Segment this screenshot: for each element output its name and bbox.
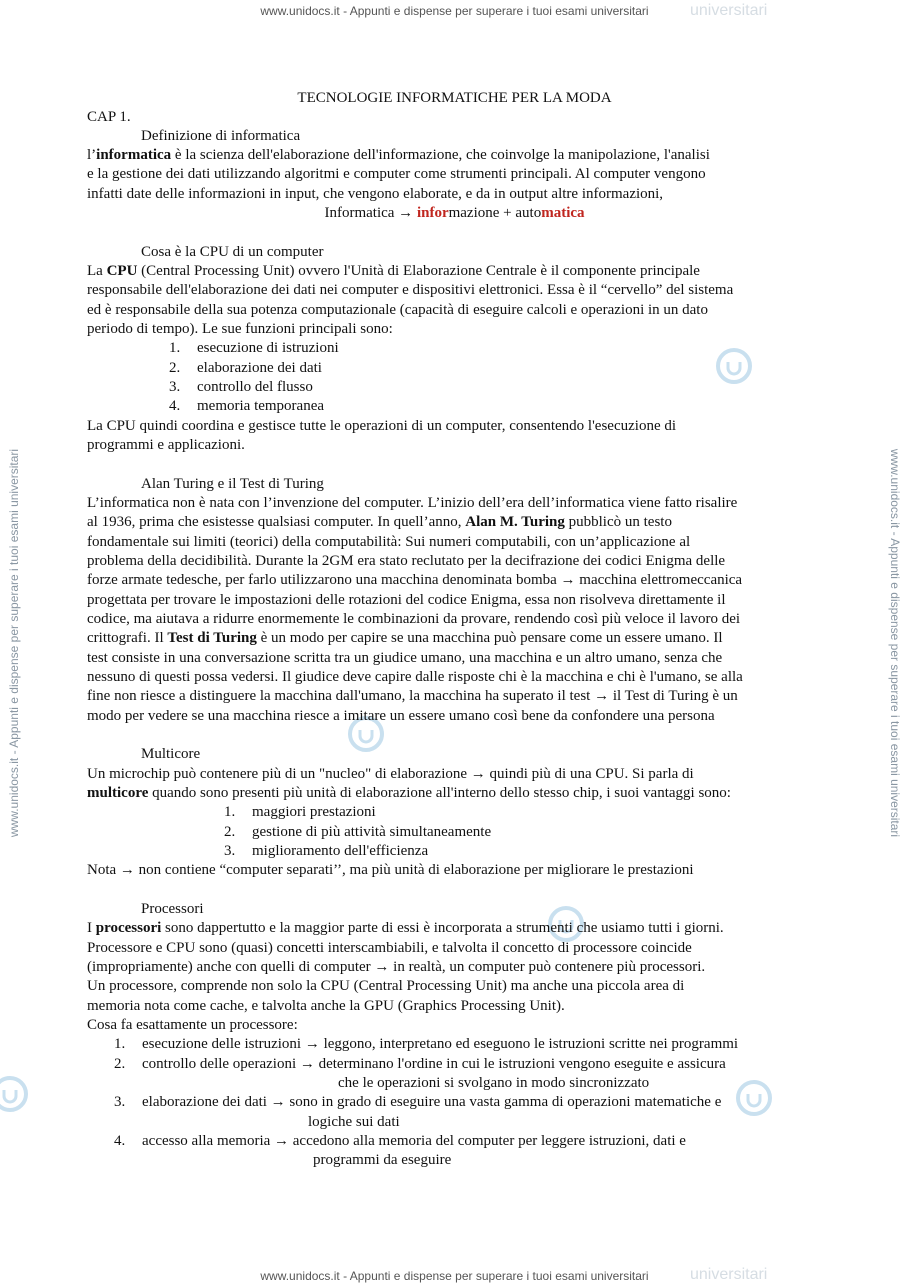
list-item-number: 1.	[114, 1036, 126, 1052]
section-heading-turing: Alan Turing e il Test di Turing	[141, 476, 324, 492]
list-item: elaborazione dei dati	[197, 360, 322, 376]
paragraph-line: L’informatica non è nata con l’invenzione del computer. L’inizio dell’era dell’informatica viene fatto risalire	[87, 495, 738, 511]
paragraph-line: fondamentale sui limiti (teorici) della computabilità: Sui numeri computabili, con un’applicazione al	[87, 534, 691, 550]
section-heading-multicore: Multicore	[141, 746, 201, 762]
paragraph-line: Un processore, comprende non solo la CPU (Central Processing Unit) ma anche una piccola area di	[87, 978, 685, 994]
list-item: elaborazione dei dati → sono in grado di eseguire una vasta gamma di operazioni matematiche e	[142, 1094, 722, 1110]
list-item-number: 4.	[169, 398, 181, 414]
paragraph-line: Cosa fa esattamente un processore:	[87, 1017, 298, 1033]
list-item: controllo del flusso	[197, 379, 313, 395]
paragraph-line: nessuno di questi possa vedersi. Il giudice deve capire dalle risposte chi è la macchina e chi è l'umano, se alla	[87, 669, 743, 685]
watermark-logo-icon	[714, 346, 754, 386]
list-item-continuation: che le operazioni si svolgano in modo sincronizzato	[338, 1075, 650, 1091]
list-item-number: 2.	[224, 824, 236, 840]
list-item-continuation: logiche sui dati	[308, 1114, 400, 1130]
watermark-banner-bottom: www.unidocs.it - Appunti e dispense per superare i tuoi esami universitari	[260, 1269, 649, 1283]
list-item-continuation: programmi da eseguire	[313, 1152, 452, 1168]
list-item: miglioramento dell'efficienza	[252, 843, 429, 859]
list-item-number: 3.	[169, 379, 181, 395]
paragraph-line: infatti date delle informazioni in input, che vengono elaborate, e da in output altre informazioni,	[87, 186, 664, 202]
paragraph-line: multicore quando sono presenti più unità di elaborazione all'interno dello stesso chip, i suoi vantaggi sono:	[87, 785, 731, 801]
paragraph-line: memoria nota come cache, e talvolta anche la GPU (Graphics Processing Unit).	[87, 998, 565, 1014]
watermark-side-right: www.unidocs.it - Appunti e dispense per superare i tuoi esami universitari	[888, 448, 902, 838]
paragraph-line: Processore e CPU sono (quasi) concetti interscambiabili, e talvolta il concetto di processore coincide	[87, 940, 692, 956]
paragraph-line: al 1936, prima che esistesse qualsiasi computer. In quell’anno, Alan M. Turing pubblicò un testo	[87, 514, 672, 530]
list-item-number: 3.	[114, 1094, 126, 1110]
paragraph-line: crittografi. Il Test di Turing è un modo per capire se una macchina può pensare come un essere umano. Il	[87, 630, 723, 646]
paragraph-line: codice, ma aiutava a ridurre enormemente le combinazioni da provare, rendendo così più veloce il lavoro dei	[87, 611, 741, 627]
paragraph-line: test consiste in una conversazione scritta tra un giudice umano, una macchina e un altro umano, senza che	[87, 650, 723, 666]
paragraph-line: Un microchip può contenere più di un "nucleo" di elaborazione → quindi più di una CPU. Si parla di	[87, 766, 694, 782]
section-heading-cpu: Cosa è la CPU di un computer	[141, 244, 324, 260]
watermark-ghost-bottom: universitari	[690, 1266, 768, 1283]
watermark-logo-icon	[734, 1078, 774, 1118]
list-item: esecuzione di istruzioni	[197, 340, 339, 356]
paragraph-line: periodo di tempo). Le sue funzioni principali sono:	[87, 321, 393, 337]
paragraph-line: forze armate tedesche, per farlo utilizzarono una macchina denominata bomba → macchina elettromeccanica	[87, 572, 743, 588]
list-item: controllo delle operazioni → determinano l'ordine in cui le istruzioni vengono eseguite e assicura	[142, 1056, 726, 1072]
list-item: accesso alla memoria → accedono alla memoria del computer per leggere istruzioni, dati e	[142, 1133, 686, 1149]
watermark-side-left: www.unidocs.it - Appunti e dispense per superare i tuoi esami universitari	[7, 448, 21, 838]
paragraph-line: La CPU quindi coordina e gestisce tutte le operazioni di un computer, consentendo l'esecuzione di	[87, 418, 677, 434]
list-item: memoria temporanea	[197, 398, 325, 414]
list-item: gestione di più attività simultaneamente	[252, 824, 492, 840]
list-item-number: 4.	[114, 1133, 126, 1149]
section-heading-informatica: Definizione di informatica	[141, 128, 301, 144]
paragraph-line: La CPU (Central Processing Unit) ovvero l'Unità di Elaborazione Centrale è il componente principale	[87, 263, 700, 279]
paragraph-line: (impropriamente) anche con quelli di computer → in realtà, un computer può contenere più processori.	[87, 959, 706, 975]
paragraph-line: responsabile dell'elaborazione dei dati nei computer e dispositivi elettronici. Essa è il “cervello” del sistema	[87, 282, 734, 298]
paragraph-line: modo per vedere se una macchina riesce a imitare un essere umano così bene da confondere una persona	[87, 708, 715, 724]
watermark-banner-top: www.unidocs.it - Appunti e dispense per superare i tuoi esami universitari	[260, 4, 649, 18]
list-item-number: 1.	[224, 804, 236, 820]
formula-line: Informatica → informazione + automatica	[324, 205, 585, 221]
list-item-number: 3.	[224, 843, 236, 859]
paragraph-line: e la gestione dei dati utilizzando algoritmi e computer come strumenti principali. Al computer vengono	[87, 166, 706, 182]
paragraph-line: progettata per trovare le impostazioni delle rotazioni del codice Enigma, essa non risolveva direttamente il	[87, 592, 726, 608]
paragraph-line: fine non riesce a distinguere la macchina dall'umano, la macchina ha superato il test → il Test di Turing è un	[87, 688, 738, 704]
paragraph-line: Nota → non contiene “computer separati’’, ma più unità di elaborazione per migliorare le prestazioni	[87, 862, 694, 878]
paragraph-line: l’informatica è la scienza dell'elaborazione dell'informazione, che coinvolge la manipolazione, l'analisi	[87, 147, 710, 163]
watermark-logo-icon	[0, 1074, 30, 1114]
section-heading-processori: Processori	[141, 901, 204, 917]
paragraph-line: ed è responsabile della sua potenza computazionale (capacità di eseguire calcoli e operazioni in un dato	[87, 302, 708, 318]
paragraph-line: I processori sono dappertutto e la maggior parte di essi è incorporata a strumenti che usiamo tutti i giorni.	[87, 920, 724, 936]
list-item: maggiori prestazioni	[252, 804, 376, 820]
paragraph-line: programmi e applicazioni.	[87, 437, 245, 453]
paragraph-line: problema della decidibilità. Durante la 2GM era stato reclutato per la decifrazione dei codici Enigma delle	[87, 553, 726, 569]
watermark-ghost-top: universitari	[690, 2, 768, 19]
list-item-number: 2.	[114, 1056, 126, 1072]
document-title: TECNOLOGIE INFORMATICHE PER LA MODA	[297, 90, 612, 106]
list-item-number: 1.	[169, 340, 181, 356]
chapter-label: CAP 1.	[87, 109, 131, 125]
list-item: esecuzione delle istruzioni → leggono, interpretano ed eseguono le istruzioni scritte nei programmi	[142, 1036, 739, 1052]
list-item-number: 2.	[169, 360, 181, 376]
